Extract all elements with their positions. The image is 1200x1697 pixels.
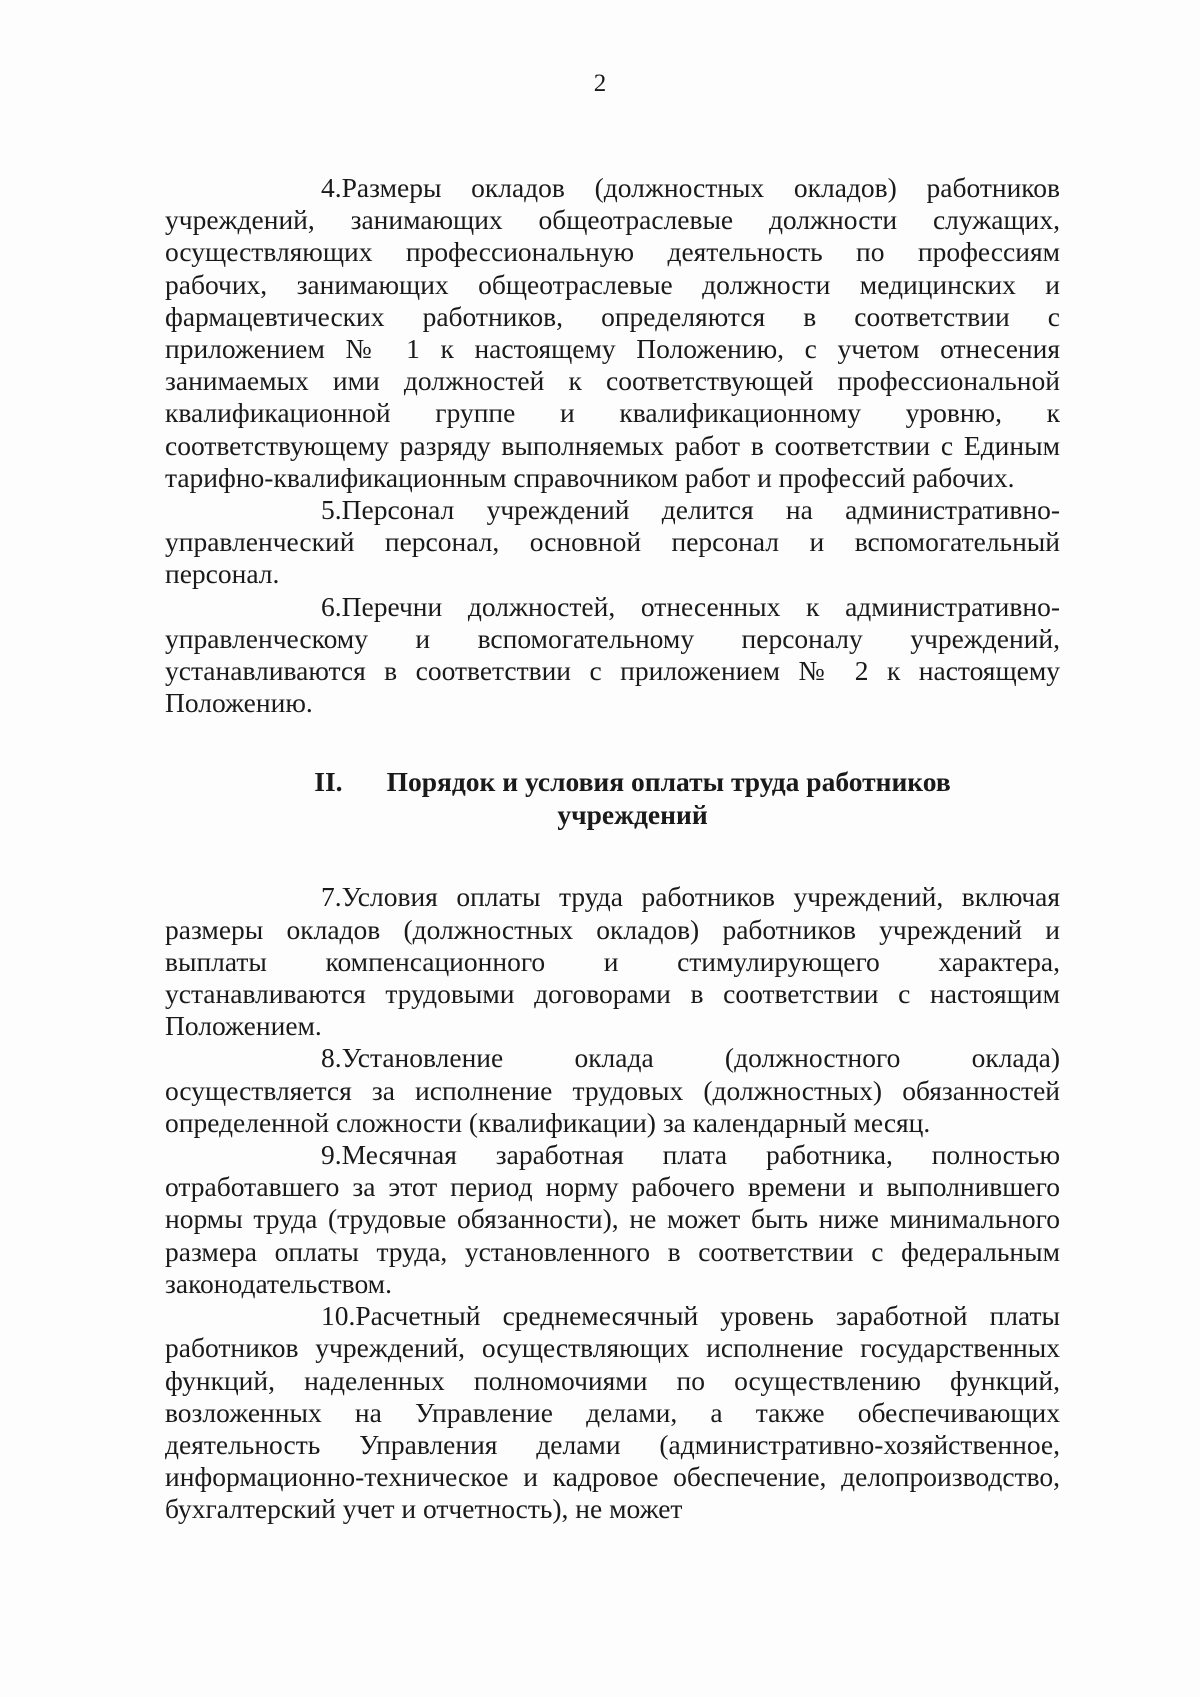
paragraph-text: Условия оплаты труда работников учреждений, включая размеры окладов (должностных окладов) работников учреждений и выплаты компенсационного и стимулирующего характера, устанавливаются трудовыми договорами в соответствии с настоящим Положением.: [165, 881, 1060, 1042]
section-heading: [165, 765, 1060, 831]
paragraph-number: 8.: [321, 1042, 342, 1074]
document-body: [165, 172, 1060, 1526]
paragraph-7: [165, 881, 1060, 1042]
page-number: 2: [593, 70, 607, 97]
paragraph-text: Расчетный среднемесячный уровень заработной платы работников учреждений, осуществляющих исполнение государственных функций, наделенных полномочиями по осуществлению функций, возложенных на Управление делами, а также обеспечивающих деятельность Управления делами (административно-хозяйственное, информационно-техническое и кадровое обеспечение, делопроизводство, бухгалтерский учет и отчетность), не может: [165, 1300, 1060, 1525]
paragraph-8: [165, 1042, 1060, 1139]
paragraph-number: 9.: [321, 1139, 342, 1171]
section-title-part2: учреждений: [557, 799, 708, 831]
paragraph-6: [165, 591, 1060, 720]
paragraph-text: Установление оклада (должностного оклада) осуществляется за исполнение трудовых (должностных) обязанностей определенной сложности (квалификации) за календарный месяц.: [165, 1042, 1060, 1138]
paragraph-number: 10.: [321, 1300, 356, 1332]
paragraph-5: [165, 494, 1060, 591]
paragraph-10: [165, 1300, 1060, 1525]
paragraph-number: 7.: [321, 881, 342, 913]
paragraph-9: [165, 1139, 1060, 1300]
paragraph-text: Месячная заработная плата работника, полностью отработавшего за этот период норму рабочего времени и выполнившего нормы труда (трудовые обязанности), не может быть ниже минимального размера оплаты труда, установленного в соответствии с федеральным законодательством.: [165, 1139, 1060, 1299]
paragraph-4: [165, 172, 1060, 494]
paragraph-text: Персонал учреждений делится на административно-управленческий персонал, основной персонал и вспомогательный персонал.: [165, 494, 1060, 590]
section-roman-numeral: II.: [314, 766, 343, 798]
section-title-part1: Порядок и условия оплаты труда работников: [386, 766, 951, 798]
section-heading-line1: [205, 765, 1060, 798]
paragraph-number: 4.: [321, 172, 342, 203]
paragraph-number: 5.: [321, 494, 342, 526]
paragraph-number: 6.: [321, 590, 342, 622]
paragraph-text: Перечни должностей, отнесенных к административно-управленческому и вспомогательному персоналу учреждений, устанавливаются в соответствии с приложением № 2 к настоящему Положению.: [165, 590, 1060, 719]
paragraph-text: Размеры окладов (должностных окладов) работников учреждений, занимающих общеотраслевые должности служащих, осуществляющих профессиональную деятельность по профессиям рабочих, занимающих общеотраслевые должности медицинских и фармацевтических работников, определяются в соответствии с приложением № 1 к настоящему Положению, с учетом отнесения занимаемых ими должностей к соответствующей профессиональной квалификационной группе и квалификационному уровню, к соответствующему разряду выполняемых работ в соответствии с Единым тарифно-квалификационным справочником работ и профессий рабочих.: [165, 172, 1060, 493]
